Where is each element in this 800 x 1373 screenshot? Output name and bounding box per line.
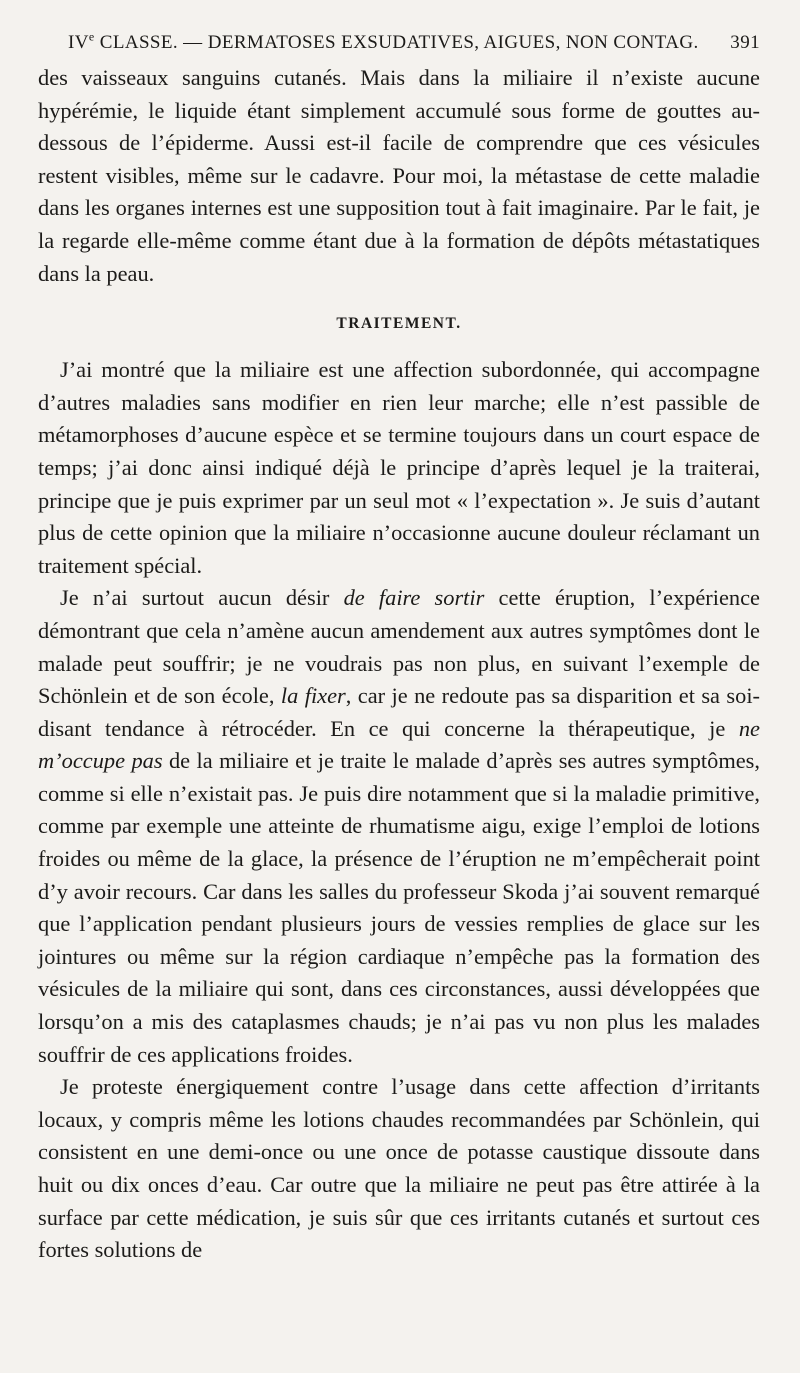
paragraph-3 <box>38 582 760 1071</box>
running-head-prefix: IV <box>68 32 89 53</box>
paragraph-3-text-b: cette éruption, l’expérience démontrant que cela n’amène aucun amendement aux autres symptômes dont le malade peut souffrir; je ne voudrais pas non plus, en suivant l’exemple de Schönlein et de son école, <box>38 585 760 709</box>
paragraph-2: J’ai montré que la miliaire est une affection subordonnée, qui accompagne d’autres maladies sans modifier en rien leur marche; elle n’est passible de métamorphoses d’aucune espèce et se termine toujours dans un court espace de temps; j’ai donc ainsi indiqué déjà le principe d’après lequel je la traiterai, principe que je puis exprimer par un seul mot « l’expectation ». Je suis d’autant plus de cette opinion que la miliaire n’occasionne aucune douleur réclamant un traitement spécial. <box>38 357 760 578</box>
running-head-text: CLASSE. — DERMATOSES EXSUDATIVES, AIGUES, NON CONTAG. <box>94 32 699 53</box>
paragraph-3-emphasis-2: la fixer <box>280 683 346 709</box>
paragraph-4: Je proteste énergiquement contre l’usage dans cette affection d’irritants locaux, y compris même les lotions chaudes recommandées par Schönlein, qui consistent en une demi-once ou une once de potasse caustique dissoute dans huit ou dix onces d’eau. Car outre que la miliaire ne peut pas être attirée à la surface par cette médication, je suis sûr que ces irritants cutanés et surtout ces fortes solutions de <box>38 1074 760 1263</box>
paragraph-3-text-a: Je n’ai surtout aucun désir <box>60 585 344 611</box>
paragraph-3-text-d: de la miliaire et je traite le malade d’après ses autres symptômes, comme si elle n’existait pas. Je puis dire notamment que si la maladie primitive, comme par exemple une atteinte de rhumatisme aigu, exige l’emploi de lotions froides ou même de la glace, la présence de l’éruption ne m’empêcherait point d’y avoir recours. Car dans les salles du professeur Skoda j’ai souvent remarqué que l’application pendant plusieurs jours de vessies remplies de glace sur les jointures ou même sur la région cardiaque n’empêche pas la formation des vésicules de la miliaire qui sont, dans ces circonstances, aussi développées que lorsqu’on a mis des cataplasmes chauds; je n’ai pas vu non plus les malades souffrir de ces applications froides. <box>38 748 760 1067</box>
paragraph-3-text-c: , car je ne redoute pas sa disparition et sa soi-disant tendance à rétrocéder. En ce qui concerne la thérapeutique, je <box>38 683 761 741</box>
running-head <box>38 24 760 62</box>
paragraph-3-emphasis-1: de faire sortir <box>343 585 485 611</box>
section-title: TRAITEMENT. <box>336 315 462 333</box>
running-head-superscript: e <box>88 29 95 44</box>
paragraph-1: des vaisseaux sanguins cutanés. Mais dans la miliaire il n’existe aucune hypérémie, le liquide étant simplement accumulé sous forme de gouttes au-dessous de l’épiderme. Aussi est-il facile de comprendre que ces vésicules restent visibles, même sur le cadavre. Pour moi, la métastase de cette maladie dans les organes internes est une supposition tout à fait imaginaire. Par le fait, je la regarde elle-même comme étant due à la formation de dépôts métastatiques dans la peau. <box>38 65 760 286</box>
running-head-title <box>68 24 699 62</box>
page-number: 391 <box>730 32 760 53</box>
paragraph-3-emphasis-3: ne m’occupe pas <box>38 715 760 774</box>
body-text <box>38 62 760 1267</box>
